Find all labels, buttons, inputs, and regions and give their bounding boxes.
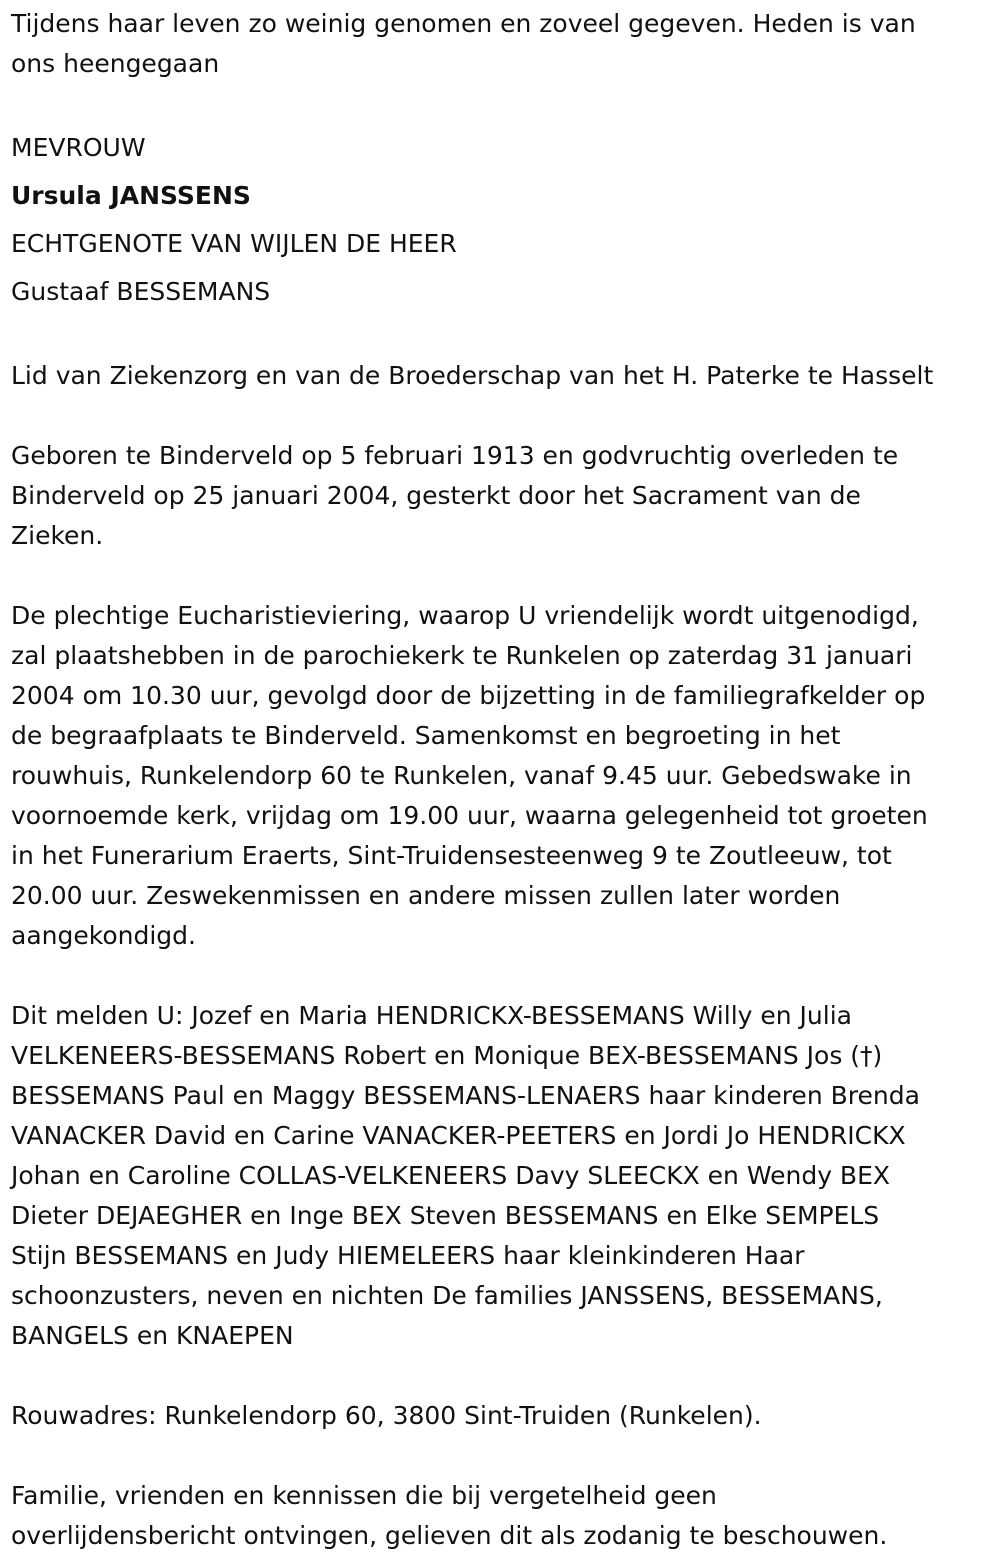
announcers-line: Johan en Caroline COLLAS-VELKENEERS Davy SLEECKX en Wendy BEX [11, 1161, 891, 1190]
ceremony-paragraph [11, 596, 1000, 956]
deceased-name: Ursula JANSSENS [11, 181, 251, 210]
spacer [11, 84, 1000, 124]
birth-death-line: Binderveld op 25 januari 2004, gesterkt door het Sacrament van de [11, 481, 861, 510]
spacer [11, 1436, 1000, 1476]
spouse-label: ECHTGENOTE VAN WIJLEN DE HEER [11, 229, 457, 258]
birth-death-line: Geboren te Binderveld op 5 februari 1913 en godvruchtig overleden te [11, 441, 899, 470]
ceremony-line: 2004 om 10.30 uur, gevolgd door de bijzetting in de familiegrafkelder op [11, 681, 926, 710]
intro-line: Tijdens haar leven zo weinig genomen en zoveel gegeven. Heden is van [11, 9, 916, 38]
announcers-line: BANGELS en KNAEPEN [11, 1321, 294, 1350]
membership-paragraph [11, 356, 1000, 396]
announcers-line: Dieter DEJAEGHER en Inge BEX Steven BESSEMANS en Elke SEMPELS [11, 1201, 880, 1230]
spacer [11, 956, 1000, 996]
closing-line: overlijdensbericht ontvingen, gelieven dit als zodanig te beschouwen. [11, 1521, 888, 1550]
closing-line: Familie, vrienden en kennissen die bij vergetelheid geen [11, 1481, 717, 1510]
announcers-line: VELKENEERS-BESSEMANS Robert en Monique BEX-BESSEMANS Jos (†) [11, 1041, 883, 1070]
ceremony-line: in het Funerarium Eraerts, Sint-Truidensesteenweg 9 te Zoutleeuw, tot [11, 841, 892, 870]
announcers-line: VANACKER David en Carine VANACKER-PEETERS en Jordi Jo HENDRICKX [11, 1121, 906, 1150]
birth-death-paragraph [11, 436, 1000, 556]
announcers-line: BESSEMANS Paul en Maggy BESSEMANS-LENAERS haar kinderen Brenda [11, 1081, 920, 1110]
spouse-name: Gustaaf BESSEMANS [11, 277, 271, 306]
ceremony-line: rouwhuis, Runkelendorp 60 te Runkelen, vanaf 9.45 uur. Gebedswake in [11, 761, 912, 790]
announcers-line: schoonzusters, neven en nichten De families JANSSENS, BESSEMANS, [11, 1281, 883, 1310]
address-paragraph [11, 1396, 1000, 1436]
birth-death-line: Zieken. [11, 521, 104, 550]
ceremony-line: 20.00 uur. Zeswekenmissen en andere missen zullen later worden [11, 881, 841, 910]
ceremony-line: de begraafplaats te Binderveld. Samenkomst en begroeting in het [11, 721, 841, 750]
announcers-paragraph [11, 996, 1000, 1356]
intro-line: ons heengegaan [11, 49, 220, 78]
closing-paragraph [11, 1476, 1000, 1556]
spacer [11, 1356, 1000, 1396]
announcers-line: Stijn BESSEMANS en Judy HIEMELEERS haar kleinkinderen Haar [11, 1241, 805, 1270]
honorific-title: MEVROUW [11, 133, 146, 162]
intro-paragraph [11, 4, 1000, 84]
ceremony-line: zal plaatshebben in de parochiekerk te Runkelen op zaterdag 31 januari [11, 641, 913, 670]
spacer [11, 396, 1000, 436]
spacer [11, 556, 1000, 596]
membership-line: Lid van Ziekenzorg en van de Broederschap van het H. Paterke te Hasselt [11, 361, 934, 390]
ceremony-line: De plechtige Eucharistieviering, waarop U vriendelijk wordt uitgenodigd, [11, 601, 919, 630]
ceremony-line: voornoemde kerk, vrijdag om 19.00 uur, waarna gelegenheid tot groeten [11, 801, 928, 830]
mourning-address: Rouwadres: Runkelendorp 60, 3800 Sint-Truiden (Runkelen). [11, 1401, 762, 1430]
deceased-header [11, 124, 1000, 316]
announcers-line: Dit melden U: Jozef en Maria HENDRICKX-BESSEMANS Willy en Julia [11, 1001, 852, 1030]
spacer [11, 316, 1000, 356]
ceremony-line: aangekondigd. [11, 921, 196, 950]
